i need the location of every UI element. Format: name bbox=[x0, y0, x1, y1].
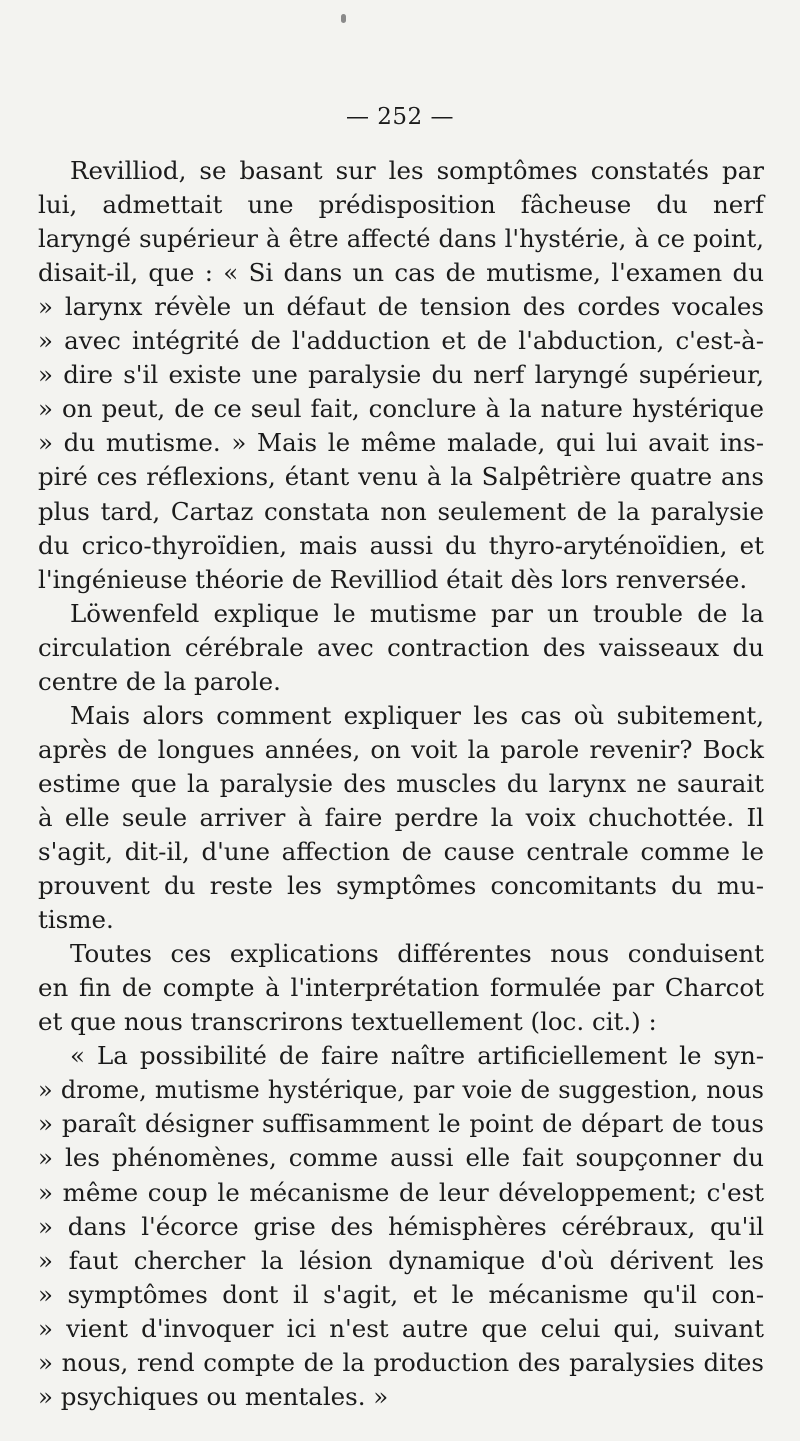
text-line: tisme. bbox=[38, 905, 114, 935]
text-line: » paraît désigner suffisamment le point de départ de tous bbox=[38, 1109, 764, 1139]
text-line: » nous, rend compte de la production des paralysies dites bbox=[38, 1347, 764, 1377]
text-line: et que nous transcrirons textuellement (loc. cit.) : bbox=[38, 1007, 657, 1037]
text-line: « La possibilité de faire naître artificiellement le syn- bbox=[70, 1041, 764, 1071]
text-line: plus tard, Cartaz constata non seulement de la paralysie bbox=[38, 496, 764, 526]
text-line: » du mutisme. » Mais le même malade, qui lui avait ins- bbox=[38, 428, 764, 458]
page-number: — 252 — bbox=[345, 104, 455, 130]
text-line: » drome, mutisme hystérique, par voie de suggestion, nous bbox=[38, 1076, 764, 1105]
text-line: Mais alors comment expliquer les cas où subitement, bbox=[70, 700, 764, 730]
text-line: » symptômes dont il s'agit, et le mécanisme qu'il con- bbox=[38, 1279, 764, 1309]
text-line: après de longues années, on voit la parole revenir? Bock bbox=[38, 734, 764, 764]
text-line: centre de la parole. bbox=[38, 666, 281, 696]
text-line: » faut chercher la lésion dynamique d'où dérivent les bbox=[38, 1245, 764, 1275]
text-line: Toutes ces explications différentes nous conduisent bbox=[70, 939, 764, 969]
text-line: » les phénomènes, comme aussi elle fait soupçonner du bbox=[38, 1143, 764, 1173]
text-line: s'agit, dit-il, d'une affection de cause centrale comme le bbox=[38, 837, 764, 866]
text-line: à elle seule arriver à faire perdre la voix chuchottée. Il bbox=[38, 802, 764, 832]
text-line: » avec intégrité de l'adduction et de l'abduction, c'est-à- bbox=[38, 326, 764, 356]
text-line: » même coup le mécanisme de leur développement; c'est bbox=[38, 1177, 764, 1207]
text-line: Revilliod, se basant sur les somptômes constatés par bbox=[70, 156, 764, 185]
text-line: » dire s'il existe une paralysie du nerf laryngé supérieur, bbox=[38, 360, 764, 390]
text-line: » dans l'écorce grise des hémisphères cérébraux, qu'il bbox=[38, 1211, 764, 1241]
text-line: laryngé supérieur à être affecté dans l'hystérie, à ce point, bbox=[38, 224, 764, 254]
text-line: disait-il, que : « Si dans un cas de mutisme, l'examen du bbox=[38, 258, 764, 288]
text-line: du crico-thyroïdien, mais aussi du thyro-aryténoïdien, et bbox=[38, 530, 764, 560]
text-line: » psychiques ou mentales. » bbox=[38, 1381, 389, 1411]
text-line: l'ingénieuse théorie de Revilliod était dès lors renversée. bbox=[38, 564, 748, 594]
text-line: Löwenfeld explique le mutisme par un trouble de la bbox=[70, 598, 764, 628]
text-line: » on peut, de ce seul fait, conclure à la nature hystérique bbox=[38, 394, 764, 424]
text-line: piré ces réflexions, étant venu à la Salpêtrière quatre ans bbox=[38, 462, 764, 492]
text-line: en fin de compte à l'interprétation formulée par Charcot bbox=[38, 973, 764, 1003]
ink-speck bbox=[341, 14, 346, 23]
text-line: circulation cérébrale avec contraction des vaisseaux du bbox=[38, 632, 764, 662]
text-line: estime que la paralysie des muscles du larynx ne saurait bbox=[38, 768, 764, 798]
text-line: prouvent du reste les symptômes concomitants du mu- bbox=[38, 871, 764, 901]
text-line: lui, admettait une prédisposition fâcheuse du nerf bbox=[38, 190, 764, 220]
text-line: » larynx révèle un défaut de tension des cordes vocales bbox=[38, 292, 764, 322]
text-line: » vient d'invoquer ici n'est autre que celui qui, suivant bbox=[38, 1313, 764, 1343]
